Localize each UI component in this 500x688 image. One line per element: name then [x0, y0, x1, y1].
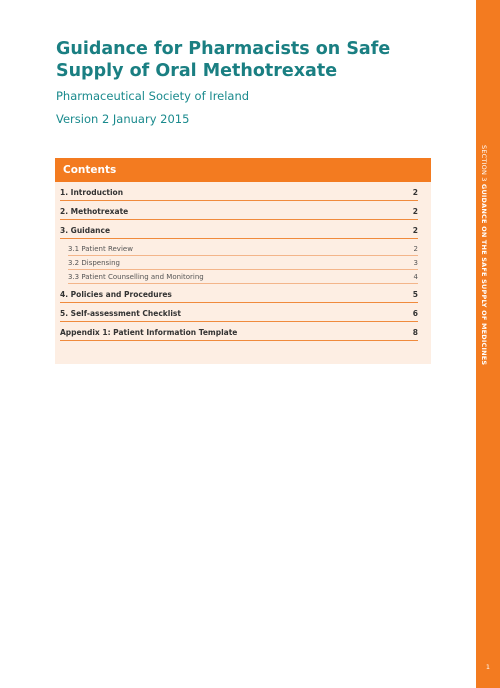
toc-entry-label: 3.2 Dispensing: [68, 259, 120, 267]
toc-entry-dispensing[interactable]: [68, 259, 418, 270]
toc-entry-label: 3.1 Patient Review: [68, 245, 133, 253]
toc-entry-patient-review[interactable]: [68, 245, 418, 256]
toc-entry-page: 2: [412, 207, 418, 216]
table-of-contents: [55, 158, 431, 364]
toc-entry-page: 4: [413, 273, 418, 281]
toc-entry-appendix[interactable]: [60, 328, 418, 341]
version-date: Version 2 January 2015: [56, 112, 190, 126]
toc-entry-label: 3.3 Patient Counselling and Monitoring: [68, 273, 204, 281]
toc-entry-page: 3: [413, 259, 418, 267]
toc-entry-page: 2: [413, 245, 418, 253]
toc-entry-label: 3. Guidance: [60, 226, 111, 235]
toc-entry-label: 4. Policies and Procedures: [60, 290, 172, 299]
toc-entry-page: 2: [412, 226, 418, 235]
toc-entry-self-assessment[interactable]: [60, 309, 418, 322]
toc-entry-methotrexate[interactable]: [60, 207, 418, 220]
section-title: GUIDANCE ON THE SAFE SUPPLY OF MEDICINES: [480, 183, 488, 366]
toc-entry-page: 6: [412, 309, 418, 318]
toc-entry-guidance[interactable]: [60, 226, 418, 239]
toc-entry-introduction[interactable]: [60, 188, 418, 201]
section-number: SECTION 3: [480, 145, 488, 182]
toc-entry-policies[interactable]: [60, 290, 418, 303]
toc-entry-page: 2: [412, 188, 418, 197]
toc-entry-patient-counselling[interactable]: [68, 273, 418, 284]
toc-entry-label: Appendix 1: Patient Information Template: [60, 328, 238, 337]
toc-entry-page: 8: [412, 328, 418, 337]
section-label: [480, 145, 488, 365]
toc-entry-label: 2. Methotrexate: [60, 207, 129, 216]
contents-box: [55, 158, 431, 364]
contents-heading: Contents: [55, 158, 431, 182]
toc-entry-label: 1. Introduction: [60, 188, 124, 197]
toc-entry-label: 5. Self-assessment Checklist: [60, 309, 181, 318]
toc-entry-page: 5: [412, 290, 418, 299]
document-title: Guidance for Pharmacists on Safe Supply of Oral Methotrexate: [56, 39, 391, 81]
page-number: 1: [485, 663, 491, 671]
organization-name: Pharmaceutical Society of Ireland: [56, 89, 250, 103]
